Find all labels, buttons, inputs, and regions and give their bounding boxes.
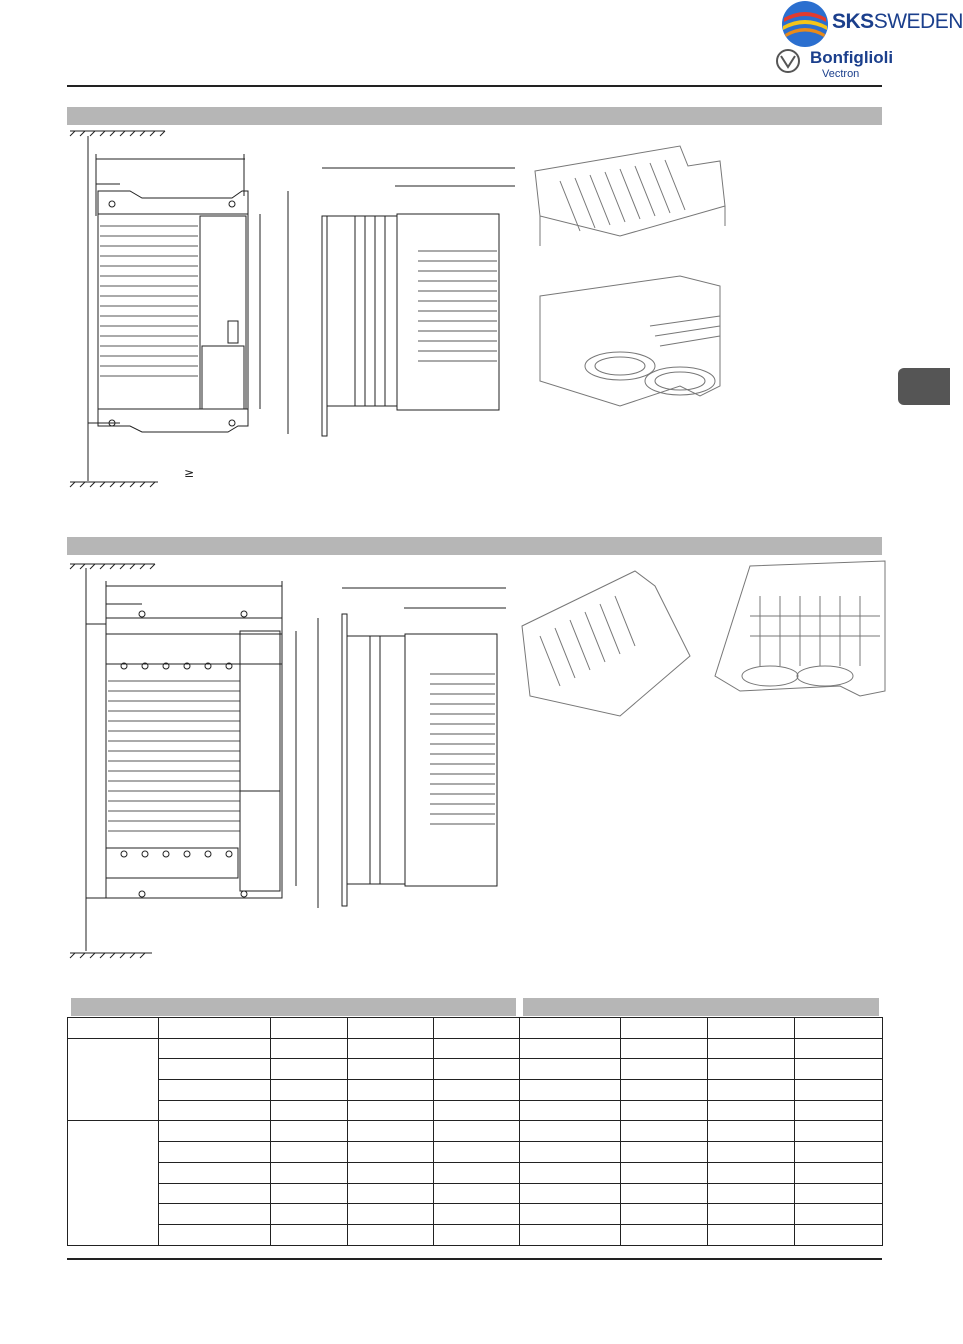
- table-row: [68, 1204, 883, 1225]
- table-row: [68, 1100, 883, 1121]
- brand-sks-bold: SKS: [832, 10, 874, 33]
- table-row: [68, 1162, 883, 1183]
- brand-vectron: Vectron: [822, 68, 860, 80]
- footer-rule: [67, 1258, 882, 1260]
- table-header-row: [68, 1018, 883, 1039]
- brand-sks-light: SWEDEN: [873, 10, 963, 33]
- section-bar-2: [67, 537, 882, 555]
- sks-globe-icon: [780, 0, 830, 50]
- table-group-cell: [68, 1038, 159, 1121]
- table-row: [68, 1142, 883, 1163]
- table-row: [68, 1080, 883, 1101]
- table-row: [68, 1059, 883, 1080]
- sks-sweden-logo: [780, 0, 963, 50]
- dimension-table: [67, 1017, 883, 1246]
- section-bar-1: [67, 107, 882, 125]
- brand-bonfiglioli: Bonfiglioli: [810, 48, 894, 67]
- chapter-side-tab: [898, 368, 950, 405]
- table-row: [68, 1224, 883, 1245]
- table-row: [68, 1183, 883, 1204]
- figure-2-dimension-drawings: [60, 556, 890, 966]
- table-header-bar-left: [71, 998, 516, 1016]
- min-clearance-symbol: ≥: [184, 466, 195, 480]
- figure-1-dimension-drawings: [60, 126, 740, 496]
- table-row: [68, 1121, 883, 1142]
- table-group-cell: [68, 1121, 159, 1245]
- table-header-bar-right: [523, 998, 879, 1016]
- table-row: [68, 1038, 883, 1059]
- header-rule: [67, 85, 882, 87]
- bonfiglioli-emblem-icon: [768, 47, 808, 75]
